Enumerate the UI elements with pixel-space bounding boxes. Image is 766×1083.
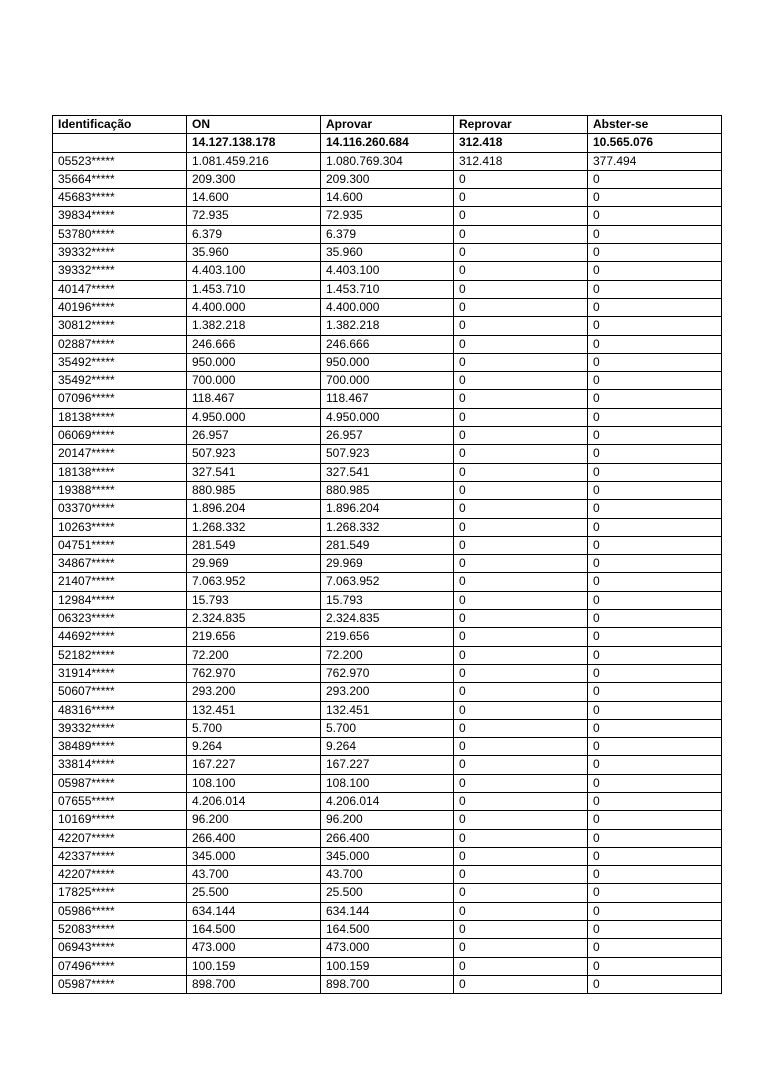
- table-row: [53, 390, 722, 408]
- cell-on: 72.200: [187, 646, 321, 664]
- cell-abster-se: 0: [588, 335, 722, 353]
- table-row: [53, 335, 722, 353]
- cell-on: 43.700: [187, 866, 321, 884]
- table-row: [53, 481, 722, 499]
- cell-on: 1.382.218: [187, 317, 321, 335]
- cell-abster-se: 0: [588, 738, 722, 756]
- table-row: [53, 353, 722, 371]
- cell-reprovar: 0: [454, 756, 588, 774]
- cell-reprovar: 0: [454, 225, 588, 243]
- table-body: [53, 134, 722, 994]
- table-row: [53, 866, 722, 884]
- cell-reprovar: 0: [454, 939, 588, 957]
- cell-aprovar: 4.403.100: [321, 262, 454, 280]
- table-row: [53, 225, 722, 243]
- cell-identificacao: 31914*****: [53, 664, 187, 682]
- cell-on: 132.451: [187, 701, 321, 719]
- cell-on: 2.324.835: [187, 610, 321, 628]
- cell-reprovar: 0: [454, 536, 588, 554]
- cell-identificacao: 07655*****: [53, 792, 187, 810]
- table-row: [53, 591, 722, 609]
- table-row: [53, 408, 722, 426]
- cell-reprovar: 0: [454, 427, 588, 445]
- cell-on: 473.000: [187, 939, 321, 957]
- cell-identificacao: 45683*****: [53, 189, 187, 207]
- cell-reprovar: 0: [454, 463, 588, 481]
- cell-aprovar: 14.600: [321, 189, 454, 207]
- header-abster-se: Abster-se: [588, 116, 722, 134]
- table-row: [53, 500, 722, 518]
- cell-abster-se: 0: [588, 445, 722, 463]
- cell-reprovar: 0: [454, 646, 588, 664]
- cell-aprovar: 266.400: [321, 829, 454, 847]
- cell-on: 164.500: [187, 921, 321, 939]
- table-row: [53, 646, 722, 664]
- cell-aprovar: 4.950.000: [321, 408, 454, 426]
- cell-reprovar: 0: [454, 719, 588, 737]
- cell-aprovar: 5.700: [321, 719, 454, 737]
- cell-aprovar: 293.200: [321, 683, 454, 701]
- cell-abster-se: 0: [588, 463, 722, 481]
- cell-on: 293.200: [187, 683, 321, 701]
- cell-abster-se: 0: [588, 207, 722, 225]
- cell-reprovar: 0: [454, 902, 588, 920]
- cell-aprovar: 473.000: [321, 939, 454, 957]
- cell-identificacao: 21407*****: [53, 573, 187, 591]
- table-row: [53, 664, 722, 682]
- table-header: [53, 116, 722, 134]
- cell-aprovar: 72.935: [321, 207, 454, 225]
- cell-on: 29.969: [187, 555, 321, 573]
- cell-on: 7.063.952: [187, 573, 321, 591]
- cell-abster-se: 377.494: [588, 152, 722, 170]
- cell-abster-se: 0: [588, 664, 722, 682]
- cell-abster-se: 0: [588, 262, 722, 280]
- cell-identificacao: 18138*****: [53, 463, 187, 481]
- cell-identificacao: 19388*****: [53, 481, 187, 499]
- cell-on: 209.300: [187, 170, 321, 188]
- table-row: [53, 975, 722, 993]
- cell-identificacao: 17825*****: [53, 884, 187, 902]
- cell-identificacao: 05987*****: [53, 774, 187, 792]
- cell-identificacao: 10169*****: [53, 811, 187, 829]
- cell-aprovar: 327.541: [321, 463, 454, 481]
- table-row: [53, 317, 722, 335]
- cell-on: 1.453.710: [187, 280, 321, 298]
- cell-aprovar: 4.400.000: [321, 298, 454, 316]
- cell-on: 246.666: [187, 335, 321, 353]
- cell-on: 345.000: [187, 847, 321, 865]
- header-identificacao: Identificação: [53, 116, 187, 134]
- cell-identificacao: 05986*****: [53, 902, 187, 920]
- cell-on: 4.950.000: [187, 408, 321, 426]
- header-aprovar: Aprovar: [321, 116, 454, 134]
- cell-on: 700.000: [187, 372, 321, 390]
- cell-on: 15.793: [187, 591, 321, 609]
- header-reprovar: Reprovar: [454, 116, 588, 134]
- cell-abster-se: 0: [588, 372, 722, 390]
- cell-abster-se: 0: [588, 225, 722, 243]
- cell-reprovar: 0: [454, 481, 588, 499]
- cell-abster-se: 0: [588, 921, 722, 939]
- table-row: [53, 463, 722, 481]
- cell-reprovar: 0: [454, 847, 588, 865]
- cell-aprovar: 880.985: [321, 481, 454, 499]
- table-row: [53, 774, 722, 792]
- cell-aprovar: 15.793: [321, 591, 454, 609]
- cell-identificacao: 53780*****: [53, 225, 187, 243]
- cell-identificacao: 42207*****: [53, 829, 187, 847]
- cell-identificacao: 06069*****: [53, 427, 187, 445]
- cell-reprovar: 0: [454, 518, 588, 536]
- cell-identificacao: 48316*****: [53, 701, 187, 719]
- table-row: [53, 207, 722, 225]
- cell-on: 100.159: [187, 957, 321, 975]
- cell-aprovar: 246.666: [321, 335, 454, 353]
- cell-aprovar: 1.080.769.304: [321, 152, 454, 170]
- header-on: ON: [187, 116, 321, 134]
- cell-identificacao: 04751*****: [53, 536, 187, 554]
- cell-abster-se: 0: [588, 298, 722, 316]
- cell-abster-se: 0: [588, 756, 722, 774]
- table-row: [53, 536, 722, 554]
- cell-on: 14.600: [187, 189, 321, 207]
- table-row: [53, 957, 722, 975]
- cell-identificacao: 39834*****: [53, 207, 187, 225]
- cell-reprovar: 0: [454, 189, 588, 207]
- table-row: [53, 244, 722, 262]
- cell-identificacao: 34867*****: [53, 555, 187, 573]
- table-row: [53, 792, 722, 810]
- cell-on: 5.700: [187, 719, 321, 737]
- cell-reprovar: 0: [454, 335, 588, 353]
- cell-aprovar: 96.200: [321, 811, 454, 829]
- cell-aprovar: 1.453.710: [321, 280, 454, 298]
- cell-abster-se: 0: [588, 683, 722, 701]
- cell-reprovar: 0: [454, 701, 588, 719]
- cell-abster-se: 0: [588, 536, 722, 554]
- cell-on: 219.656: [187, 628, 321, 646]
- cell-abster-se: 0: [588, 866, 722, 884]
- cell-identificacao: 06323*****: [53, 610, 187, 628]
- cell-reprovar: 0: [454, 829, 588, 847]
- table-row: [53, 445, 722, 463]
- cell-on: 634.144: [187, 902, 321, 920]
- cell-aprovar: 164.500: [321, 921, 454, 939]
- cell-on: 6.379: [187, 225, 321, 243]
- cell-reprovar: 0: [454, 774, 588, 792]
- table-row: [53, 902, 722, 920]
- cell-reprovar: 0: [454, 957, 588, 975]
- cell-on: 4.206.014: [187, 792, 321, 810]
- cell-aprovar: 72.200: [321, 646, 454, 664]
- cell-abster-se: 0: [588, 628, 722, 646]
- cell-identificacao: 35492*****: [53, 353, 187, 371]
- table-row: [53, 189, 722, 207]
- cell-identificacao: 40196*****: [53, 298, 187, 316]
- cell-aprovar: 167.227: [321, 756, 454, 774]
- total-identificacao: [53, 134, 187, 152]
- cell-abster-se: 0: [588, 390, 722, 408]
- cell-aprovar: 26.957: [321, 427, 454, 445]
- cell-aprovar: 1.382.218: [321, 317, 454, 335]
- cell-aprovar: 898.700: [321, 975, 454, 993]
- cell-identificacao: 35492*****: [53, 372, 187, 390]
- cell-reprovar: 0: [454, 610, 588, 628]
- cell-on: 880.985: [187, 481, 321, 499]
- cell-identificacao: 10263*****: [53, 518, 187, 536]
- vote-results-table: [52, 115, 722, 994]
- cell-identificacao: 05987*****: [53, 975, 187, 993]
- cell-identificacao: 39332*****: [53, 244, 187, 262]
- cell-aprovar: 25.500: [321, 884, 454, 902]
- cell-abster-se: 0: [588, 774, 722, 792]
- cell-identificacao: 07096*****: [53, 390, 187, 408]
- cell-identificacao: 52182*****: [53, 646, 187, 664]
- cell-on: 762.970: [187, 664, 321, 682]
- cell-abster-se: 0: [588, 701, 722, 719]
- cell-reprovar: 0: [454, 207, 588, 225]
- cell-aprovar: 7.063.952: [321, 573, 454, 591]
- total-reprovar: 312.418: [454, 134, 588, 152]
- cell-reprovar: 0: [454, 811, 588, 829]
- cell-reprovar: 0: [454, 262, 588, 280]
- cell-identificacao: 35664*****: [53, 170, 187, 188]
- cell-abster-se: 0: [588, 170, 722, 188]
- cell-reprovar: 0: [454, 573, 588, 591]
- cell-identificacao: 07496*****: [53, 957, 187, 975]
- cell-abster-se: 0: [588, 884, 722, 902]
- cell-aprovar: 950.000: [321, 353, 454, 371]
- cell-reprovar: 0: [454, 921, 588, 939]
- cell-reprovar: 0: [454, 628, 588, 646]
- table-row: [53, 170, 722, 188]
- cell-abster-se: 0: [588, 939, 722, 957]
- cell-abster-se: 0: [588, 408, 722, 426]
- cell-on: 25.500: [187, 884, 321, 902]
- cell-on: 1.081.459.216: [187, 152, 321, 170]
- cell-on: 327.541: [187, 463, 321, 481]
- cell-identificacao: 05523*****: [53, 152, 187, 170]
- cell-reprovar: 0: [454, 591, 588, 609]
- cell-aprovar: 345.000: [321, 847, 454, 865]
- cell-identificacao: 18138*****: [53, 408, 187, 426]
- cell-identificacao: 50607*****: [53, 683, 187, 701]
- cell-reprovar: 0: [454, 317, 588, 335]
- cell-aprovar: 2.324.835: [321, 610, 454, 628]
- cell-on: 9.264: [187, 738, 321, 756]
- table-row: [53, 738, 722, 756]
- cell-reprovar: 0: [454, 244, 588, 262]
- cell-reprovar: 0: [454, 170, 588, 188]
- table-row: [53, 262, 722, 280]
- cell-abster-se: 0: [588, 317, 722, 335]
- cell-on: 4.403.100: [187, 262, 321, 280]
- cell-abster-se: 0: [588, 280, 722, 298]
- cell-identificacao: 39332*****: [53, 262, 187, 280]
- cell-abster-se: 0: [588, 847, 722, 865]
- cell-reprovar: 0: [454, 555, 588, 573]
- cell-identificacao: 20147*****: [53, 445, 187, 463]
- cell-on: 35.960: [187, 244, 321, 262]
- cell-abster-se: 0: [588, 353, 722, 371]
- cell-reprovar: 0: [454, 280, 588, 298]
- cell-abster-se: 0: [588, 481, 722, 499]
- cell-identificacao: 39332*****: [53, 719, 187, 737]
- cell-abster-se: 0: [588, 518, 722, 536]
- cell-on: 1.896.204: [187, 500, 321, 518]
- cell-abster-se: 0: [588, 610, 722, 628]
- table-row: [53, 756, 722, 774]
- table-row: [53, 298, 722, 316]
- cell-aprovar: 6.379: [321, 225, 454, 243]
- table-row: [53, 683, 722, 701]
- cell-reprovar: 0: [454, 390, 588, 408]
- table-row: [53, 719, 722, 737]
- cell-reprovar: 0: [454, 866, 588, 884]
- cell-reprovar: 0: [454, 738, 588, 756]
- cell-aprovar: 108.100: [321, 774, 454, 792]
- cell-aprovar: 4.206.014: [321, 792, 454, 810]
- table-row: [53, 939, 722, 957]
- table-row: [53, 152, 722, 170]
- cell-abster-se: 0: [588, 573, 722, 591]
- cell-abster-se: 0: [588, 957, 722, 975]
- cell-reprovar: 0: [454, 445, 588, 463]
- cell-on: 898.700: [187, 975, 321, 993]
- cell-identificacao: 12984*****: [53, 591, 187, 609]
- cell-aprovar: 219.656: [321, 628, 454, 646]
- cell-aprovar: 700.000: [321, 372, 454, 390]
- cell-abster-se: 0: [588, 244, 722, 262]
- cell-identificacao: 30812*****: [53, 317, 187, 335]
- cell-abster-se: 0: [588, 811, 722, 829]
- cell-reprovar: 0: [454, 884, 588, 902]
- cell-abster-se: 0: [588, 427, 722, 445]
- cell-on: 26.957: [187, 427, 321, 445]
- cell-aprovar: 9.264: [321, 738, 454, 756]
- cell-abster-se: 0: [588, 500, 722, 518]
- cell-aprovar: 100.159: [321, 957, 454, 975]
- cell-identificacao: 52083*****: [53, 921, 187, 939]
- cell-on: 950.000: [187, 353, 321, 371]
- cell-aprovar: 209.300: [321, 170, 454, 188]
- cell-abster-se: 0: [588, 555, 722, 573]
- cell-abster-se: 0: [588, 719, 722, 737]
- cell-abster-se: 0: [588, 792, 722, 810]
- cell-on: 108.100: [187, 774, 321, 792]
- cell-identificacao: 42207*****: [53, 866, 187, 884]
- table-row: [53, 280, 722, 298]
- cell-aprovar: 132.451: [321, 701, 454, 719]
- table-row: [53, 610, 722, 628]
- cell-identificacao: 03370*****: [53, 500, 187, 518]
- cell-aprovar: 634.144: [321, 902, 454, 920]
- cell-abster-se: 0: [588, 829, 722, 847]
- cell-identificacao: 06943*****: [53, 939, 187, 957]
- cell-aprovar: 35.960: [321, 244, 454, 262]
- cell-on: 266.400: [187, 829, 321, 847]
- cell-reprovar: 312.418: [454, 152, 588, 170]
- cell-abster-se: 0: [588, 902, 722, 920]
- table-row: [53, 573, 722, 591]
- table-row: [53, 427, 722, 445]
- cell-reprovar: 0: [454, 500, 588, 518]
- cell-abster-se: 0: [588, 591, 722, 609]
- totals-row: [53, 134, 722, 152]
- cell-aprovar: 43.700: [321, 866, 454, 884]
- cell-aprovar: 1.268.332: [321, 518, 454, 536]
- cell-abster-se: 0: [588, 189, 722, 207]
- cell-reprovar: 0: [454, 372, 588, 390]
- cell-reprovar: 0: [454, 664, 588, 682]
- cell-reprovar: 0: [454, 792, 588, 810]
- cell-reprovar: 0: [454, 298, 588, 316]
- table-row: [53, 555, 722, 573]
- cell-identificacao: 33814*****: [53, 756, 187, 774]
- total-abster-se: 10.565.076: [588, 134, 722, 152]
- cell-on: 507.923: [187, 445, 321, 463]
- table-row: [53, 518, 722, 536]
- cell-reprovar: 0: [454, 353, 588, 371]
- cell-on: 1.268.332: [187, 518, 321, 536]
- cell-reprovar: 0: [454, 408, 588, 426]
- table-row: [53, 847, 722, 865]
- cell-identificacao: 44692*****: [53, 628, 187, 646]
- table-row: [53, 372, 722, 390]
- cell-aprovar: 118.467: [321, 390, 454, 408]
- cell-reprovar: 0: [454, 683, 588, 701]
- header-row: [53, 116, 722, 134]
- cell-on: 96.200: [187, 811, 321, 829]
- cell-on: 281.549: [187, 536, 321, 554]
- total-on: 14.127.138.178: [187, 134, 321, 152]
- table-row: [53, 921, 722, 939]
- cell-aprovar: 762.970: [321, 664, 454, 682]
- cell-aprovar: 507.923: [321, 445, 454, 463]
- cell-abster-se: 0: [588, 975, 722, 993]
- cell-identificacao: 42337*****: [53, 847, 187, 865]
- cell-on: 4.400.000: [187, 298, 321, 316]
- cell-identificacao: 40147*****: [53, 280, 187, 298]
- cell-aprovar: 1.896.204: [321, 500, 454, 518]
- table-row: [53, 811, 722, 829]
- cell-on: 167.227: [187, 756, 321, 774]
- cell-aprovar: 281.549: [321, 536, 454, 554]
- cell-abster-se: 0: [588, 646, 722, 664]
- total-aprovar: 14.116.260.684: [321, 134, 454, 152]
- table-row: [53, 701, 722, 719]
- table-row: [53, 628, 722, 646]
- cell-aprovar: 29.969: [321, 555, 454, 573]
- cell-reprovar: 0: [454, 975, 588, 993]
- cell-on: 118.467: [187, 390, 321, 408]
- cell-identificacao: 38489*****: [53, 738, 187, 756]
- cell-on: 72.935: [187, 207, 321, 225]
- table-row: [53, 884, 722, 902]
- table-row: [53, 829, 722, 847]
- cell-identificacao: 02887*****: [53, 335, 187, 353]
